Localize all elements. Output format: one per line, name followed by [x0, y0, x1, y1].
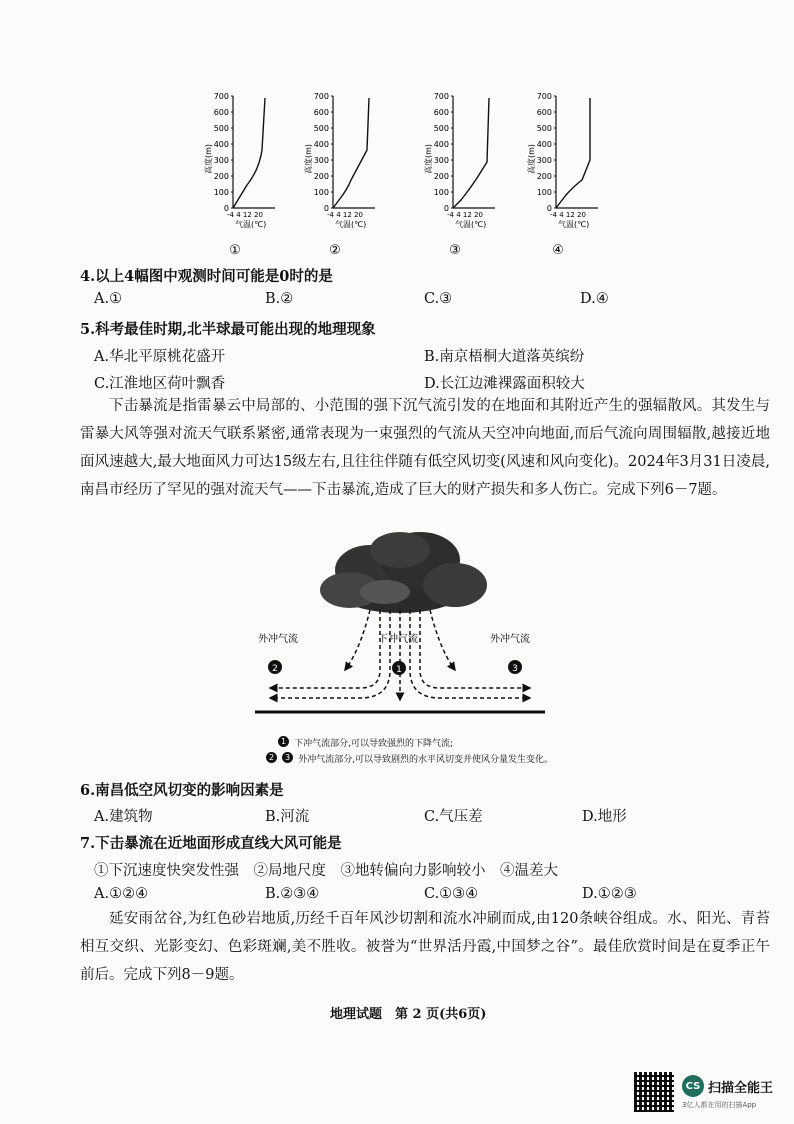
y-tick-label: 700 [536, 92, 552, 101]
y-tick-label: 100 [313, 188, 329, 197]
y-axis-label: 高度(m) [304, 143, 313, 174]
y-tick-label: 500 [313, 124, 329, 133]
page-footer: 地理试题 第 2 页(共6页) [330, 1007, 487, 1022]
y-tick-label: 300 [313, 156, 329, 165]
question-4-stem: 4.以上4幅图中观测时间可能是0时的是 [80, 268, 333, 285]
q6-option-a[interactable]: A.建筑物 [94, 809, 153, 825]
downdraft-arrows [270, 610, 530, 700]
y-tick-label: 400 [536, 140, 552, 149]
graph-4 [526, 92, 598, 258]
y-tick-label: 400 [313, 140, 329, 149]
y-tick-label: 600 [213, 108, 229, 117]
legend-mark-1: 1 [278, 736, 289, 747]
y-tick-label: 200 [213, 172, 229, 181]
y-tick-label: 500 [536, 124, 552, 133]
graph-label: ④ [552, 243, 564, 258]
y-tick-label: 0 [323, 204, 329, 213]
graph-2 [303, 92, 375, 258]
temperature-profile-graphs [205, 88, 625, 263]
legend-mark-3: 3 [282, 752, 293, 763]
right-outflow-label: 外冲气流 [490, 634, 530, 645]
center-downflow-label: 下冲气流 [378, 634, 418, 645]
x-tick-labels: -4 4 12 20 [550, 211, 586, 219]
graph-1 [203, 92, 275, 258]
y-tick-label: 400 [213, 140, 229, 149]
q5-option-a[interactable]: A.华北平原桃花盛开 [94, 349, 226, 365]
mark-2: 2 [272, 664, 278, 674]
x-axis-label: 气温(℃) [335, 220, 367, 229]
y-tick-label: 300 [433, 156, 449, 165]
y-tick-label: 100 [433, 188, 449, 197]
y-axis-label: 高度(m) [527, 143, 536, 174]
graph-label: ③ [449, 243, 461, 258]
scanner-subtitle: 3亿人都在用的扫描App [682, 1101, 757, 1109]
graph-label: ① [229, 243, 241, 258]
q5-option-b[interactable]: B.南京梧桐大道落英缤纷 [424, 349, 585, 365]
qr-code-icon [634, 1072, 674, 1112]
q4-option-c[interactable]: C.③ [424, 291, 453, 307]
y-tick-label: 0 [546, 204, 552, 213]
y-tick-label: 0 [223, 204, 229, 213]
downburst-diagram [250, 530, 550, 720]
y-tick-label: 200 [433, 172, 449, 181]
q7-items: ①下沉速度快突发性强 ②局地尺度 ③地转偏向力影响较小 ④温差大 [94, 863, 558, 879]
q7-option-a[interactable]: A.①②④ [94, 886, 149, 902]
storm-cloud-icon [320, 532, 487, 613]
y-tick-label: 300 [213, 156, 229, 165]
question-5-stem: 5.科考最佳时期,北半球最可能出现的地理现象 [80, 321, 376, 338]
x-tick-labels: -4 4 12 20 [227, 211, 263, 219]
q7-option-c[interactable]: C.①③④ [424, 886, 479, 902]
camscanner-logo-icon: CS [682, 1075, 704, 1097]
y-tick-label: 0 [443, 204, 449, 213]
y-tick-label: 700 [313, 92, 329, 101]
graph-3 [423, 92, 495, 258]
left-outflow-label: 外冲气流 [258, 634, 298, 645]
y-tick-label: 600 [536, 108, 552, 117]
y-tick-label: 200 [313, 172, 329, 181]
q6-option-b[interactable]: B.河流 [265, 809, 310, 825]
q5-option-d[interactable]: D.长江边滩裸露面积较大 [424, 376, 585, 392]
q4-option-a[interactable]: A.① [94, 291, 123, 307]
x-tick-labels: -4 4 12 20 [447, 211, 483, 219]
question-6-stem: 6.南昌低空风切变的影响因素是 [80, 782, 284, 799]
x-axis-label: 气温(℃) [235, 220, 267, 229]
q4-option-d[interactable]: D.④ [580, 291, 609, 307]
q7-option-b[interactable]: B.②③④ [265, 886, 320, 902]
y-tick-label: 400 [433, 140, 449, 149]
y-tick-label: 300 [536, 156, 552, 165]
y-tick-label: 700 [433, 92, 449, 101]
y-tick-label: 600 [313, 108, 329, 117]
x-axis-label: 气温(℃) [558, 220, 590, 229]
x-tick-labels: -4 4 12 20 [327, 211, 363, 219]
passage-downburst: 下击暴流是指雷暴云中局部的、小范围的强下沉气流引发的在地面和其附近产生的强辐散风。其发生与雷暴大风等强对流天气联系紧密,通常表现为一束强烈的气流从天空冲向地面,而后气流向周围辐散,越接近地面风速越大,最大地面风力可达15级左右,且往往伴随有低空风切变(风速和风向变化)。2024年3月31日凌晨,南昌市经历了罕见的强对流天气——下击暴流,造成了巨大的财产损失和多人伤亡。完成下列6－7题。 [80, 398, 770, 498]
mark-3: 3 [512, 664, 518, 674]
y-tick-label: 500 [433, 124, 449, 133]
temperature-curve [333, 98, 369, 208]
mark-1: 1 [396, 665, 402, 675]
temperature-curve [233, 98, 265, 208]
y-tick-label: 100 [213, 188, 229, 197]
diagram-legend-2 [266, 747, 553, 766]
temperature-curve [556, 98, 590, 208]
legend-mark-2: 2 [266, 752, 277, 763]
y-tick-label: 700 [213, 92, 229, 101]
passage-yuchagu: 延安雨岔谷,为红色砂岩地质,历经千百年风沙切割和流水冲刷而成,由120条峡谷组成。水、阳光、青苔相互交织、光影变幻、色彩斑斓,美不胜收。被誉为“世界活丹霞,中国梦之谷”。最佳欣赏时间是在夏季正午前后。完成下列8－9题。 [80, 911, 770, 983]
x-axis-label: 气温(℃) [455, 220, 487, 229]
q5-option-c[interactable]: C.江淮地区荷叶飘香 [94, 376, 226, 392]
q6-option-d[interactable]: D.地形 [582, 809, 627, 825]
legend-text-2: 外冲气流部分,可以导致剧烈的水平风切变并使风分量发生变化。 [298, 755, 554, 765]
scanner-title: 扫描全能王 [708, 1081, 774, 1096]
y-axis-label: 高度(m) [204, 143, 213, 174]
y-tick-label: 200 [536, 172, 552, 181]
q6-option-c[interactable]: C.气压差 [424, 809, 483, 825]
legend-text-1: 下冲气流部分,可以导致强烈的下降气流; [294, 739, 453, 749]
y-tick-label: 600 [433, 108, 449, 117]
y-tick-label: 500 [213, 124, 229, 133]
q7-option-d[interactable]: D.①②③ [582, 886, 637, 902]
q4-option-b[interactable]: B.② [265, 291, 294, 307]
temperature-curve [453, 98, 489, 208]
graph-label: ② [329, 243, 341, 258]
question-7-stem: 7.下击暴流在近地面形成直线大风可能是 [80, 835, 342, 852]
y-tick-label: 100 [536, 188, 552, 197]
y-axis-label: 高度(m) [424, 143, 433, 174]
